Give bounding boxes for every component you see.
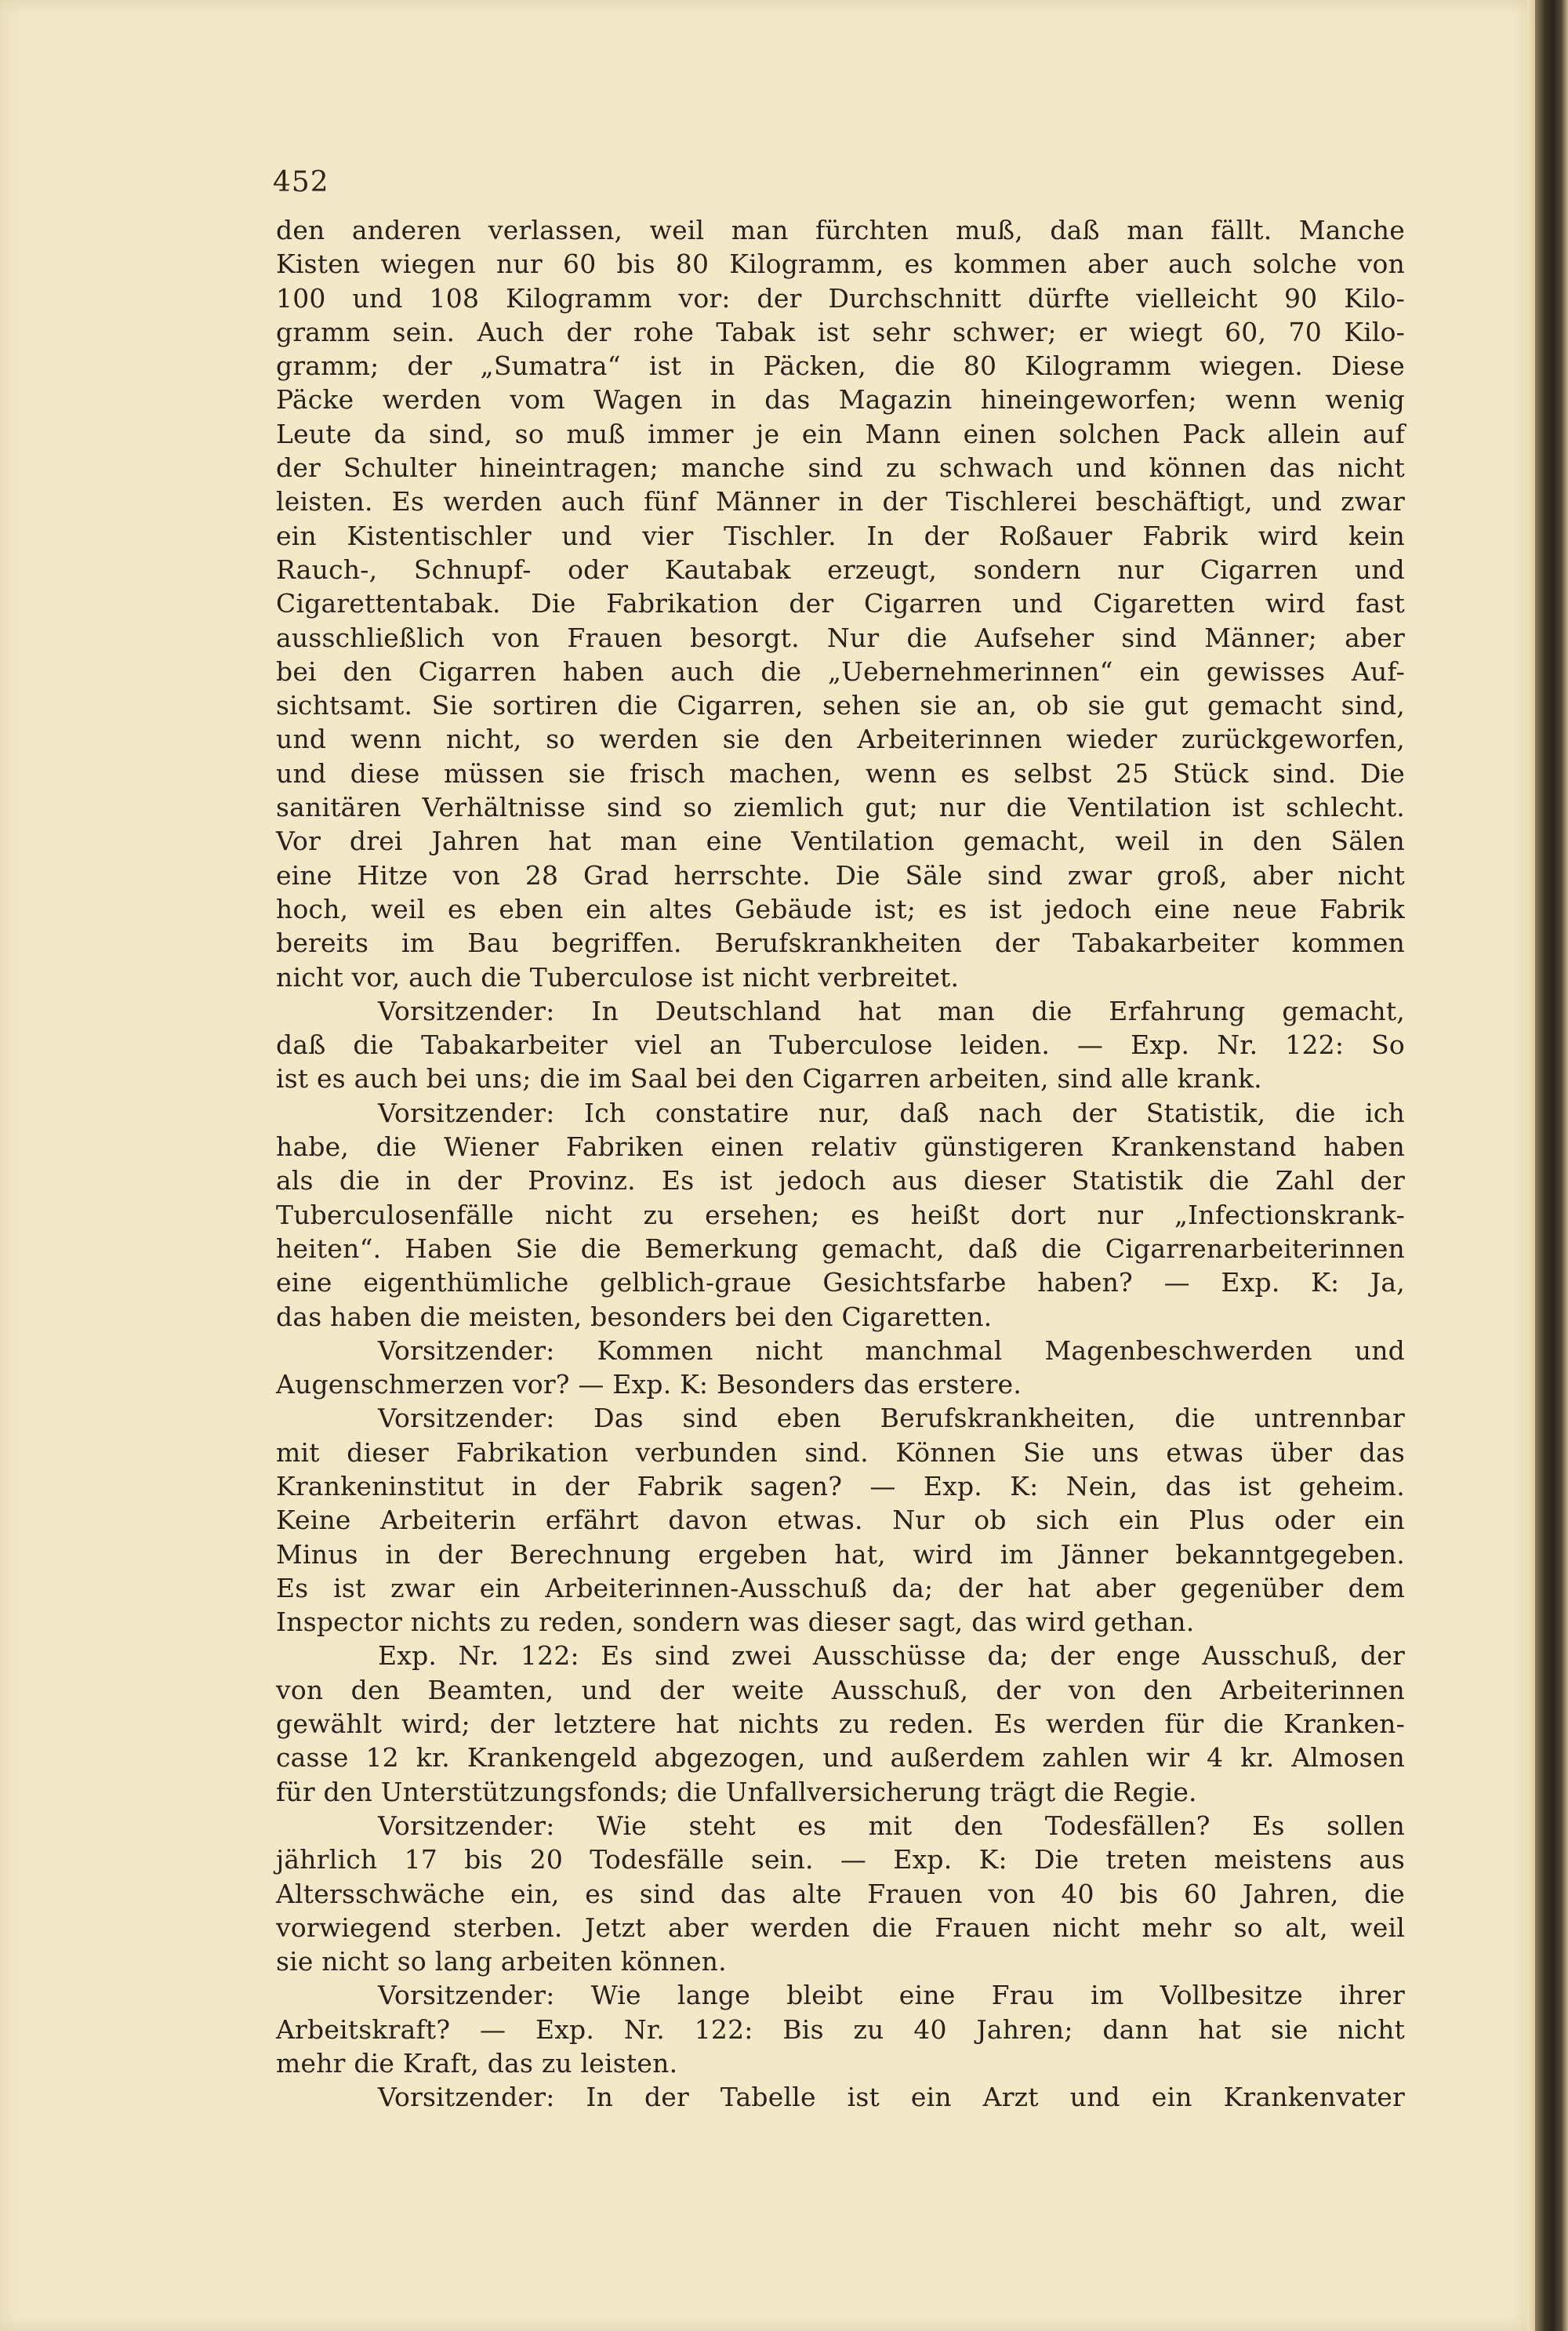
text-line: casse 12 kr. Krankengeld abgezogen, und außerdem zahlen wir 4 kr. Almosen <box>276 1742 1405 1774</box>
text-line: eine Hitze von 28 Grad herrschte. Die Säle sind zwar groß, aber nicht <box>276 859 1405 891</box>
text-line: bereits im Bau begriffen. Berufskrankheiten der Tabakarbeiter kommen <box>276 928 1405 959</box>
text-line: als die in der Provinz. Es ist jedoch aus dieser Statistik die Zahl der <box>276 1165 1405 1196</box>
text-line: Vorsitzender: Wie lange bleibt eine Frau im Vollbesitze ihrer <box>378 1980 1405 2011</box>
text-line: gramm sein. Auch der rohe Tabak ist sehr schwer; er wiegt 60, 70 Kilo- <box>276 316 1405 347</box>
text-line: Arbeitskraft? — Exp. Nr. 122: Bis zu 40 Jahren; dann hat sie nicht <box>276 2013 1405 2045</box>
text-line: Päcke werden vom Wagen in das Magazin hineingeworfen; wenn wenig <box>276 384 1405 416</box>
text-line: eine eigenthümliche gelblich-graue Gesichtsfarbe haben? — Exp. K: Ja, <box>276 1267 1405 1298</box>
page-number: 452 <box>273 166 329 198</box>
text-line: gewählt wird; der letztere hat nichts zu reden. Es werden für die Kranken- <box>276 1708 1405 1740</box>
text-line: ist es auch bei uns; die im Saal bei den Cigarren arbeiten, sind alle krank. <box>276 1063 1262 1095</box>
text-line: mehr die Kraft, das zu leisten. <box>276 2048 678 2079</box>
text-line: den anderen verlassen, weil man fürchten muß, daß man fällt. Manche <box>276 215 1405 245</box>
text-line: Vorsitzender: Ich constatire nur, daß nach der Statistik, die ich <box>378 1097 1405 1128</box>
text-line: gramm; der „Sumatra“ ist in Päcken, die 80 Kilogramm wiegen. Diese <box>276 350 1405 382</box>
text-line: leisten. Es werden auch fünf Männer in der Tischlerei beschäftigt, und zwar <box>276 486 1405 517</box>
text-line: Inspector nichts zu reden, sondern was dieser sagt, das wird gethan. <box>276 1607 1195 1638</box>
text-line: sichtsamt. Sie sortiren die Cigarren, sehen sie an, ob sie gut gemacht sind, <box>276 690 1405 721</box>
text-line: Cigarettentabak. Die Fabrikation der Cigarren und Cigaretten wird fast <box>276 588 1405 619</box>
text-line: Vorsitzender: In der Tabelle ist ein Arzt und ein Krankenvater <box>378 2082 1405 2113</box>
text-line: Augenschmerzen vor? — Exp. K: Besonders das erstere. <box>276 1369 1022 1400</box>
text-line: mit dieser Fabrikation verbunden sind. Können Sie uns etwas über das <box>276 1436 1405 1468</box>
text-line: vorwiegend sterben. Jetzt aber werden die Frauen nicht mehr so alt, weil <box>276 1912 1405 1943</box>
text-line: heiten“. Haben Sie die Bemerkung gemacht, daß die Cigarrenarbeiterinnen <box>276 1233 1405 1264</box>
text-line: der Schulter hineintragen; manche sind zu schwach und können das nicht <box>276 452 1405 484</box>
text-line: nicht vor, auch die Tuberculose ist nicht verbreitet. <box>276 961 960 993</box>
text-line: für den Unterstützungsfonds; die Unfallversicherung trägt die Regie. <box>276 1776 1197 1807</box>
text-line: und wenn nicht, so werden sie den Arbeiterinnen wieder zurückgeworfen, <box>276 724 1405 755</box>
text-line: Vorsitzender: Wie steht es mit den Todesfällen? Es sollen <box>378 1810 1405 1841</box>
text-line: daß die Tabakarbeiter viel an Tuberculose leiden. — Exp. Nr. 122: So <box>276 1029 1405 1061</box>
text-line: von den Beamten, und der weite Ausschuß, der von den Arbeiterinnen <box>276 1674 1405 1705</box>
text-line: Krankeninstitut in der Fabrik sagen? — Exp. K: Nein, das ist geheim. <box>276 1470 1405 1501</box>
text-line: Es ist zwar ein Arbeiterinnen-Ausschuß da; der hat aber gegenüber dem <box>276 1572 1405 1603</box>
text-line: Leute da sind, so muß immer je ein Mann einen solchen Pack allein auf <box>276 418 1405 449</box>
text-line: Altersschwäche ein, es sind das alte Frauen von 40 bis 60 Jahren, die <box>276 1878 1405 1909</box>
text-line: Exp. Nr. 122: Es sind zwei Ausschüsse da; der enge Ausschuß, der <box>378 1640 1405 1672</box>
text-line: Vorsitzender: In Deutschland hat man die Erfahrung gemacht, <box>378 995 1405 1026</box>
text-line: 100 und 108 Kilogramm vor: der Durchschnitt dürfte vielleicht 90 Kilo- <box>276 282 1405 314</box>
text-line: habe, die Wiener Fabriken einen relativ günstigeren Krankenstand haben <box>276 1131 1405 1163</box>
text-line: sanitären Verhältnisse sind so ziemlich gut; nur die Ventilation ist schlecht. <box>276 792 1405 823</box>
text-line: bei den Cigarren haben auch die „Uebernehmerinnen“ ein gewisses Auf- <box>276 655 1405 687</box>
book-edge <box>1535 0 1568 2331</box>
text-line: und diese müssen sie frisch machen, wenn es selbst 25 Stück sind. Die <box>276 757 1405 789</box>
text-line: Tuberculosenfälle nicht zu ersehen; es heißt dort nur „Infectionskrank- <box>276 1199 1405 1230</box>
text-line: ausschließlich von Frauen besorgt. Nur die Aufseher sind Männer; aber <box>276 622 1405 653</box>
text-line: Kisten wiegen nur 60 bis 80 Kilogramm, es kommen aber auch solche von <box>276 249 1405 280</box>
text-line: das haben die meisten, besonders bei den Cigaretten. <box>276 1301 993 1332</box>
text-line: Keine Arbeiterin erfährt davon etwas. Nur ob sich ein Plus oder ein <box>276 1505 1405 1536</box>
text-line: Vor drei Jahren hat man eine Ventilation gemacht, weil in den Sälen <box>276 826 1405 857</box>
page-edge-shadow <box>1527 0 1535 2331</box>
body-text <box>276 213 1405 2115</box>
text-line: Minus in der Berechnung ergeben hat, wird im Jänner bekanntgegeben. <box>276 1538 1405 1570</box>
text-line: sie nicht so lang arbeiten können. <box>276 1946 727 1977</box>
text-line: Vorsitzender: Das sind eben Berufskrankheiten, die untrennbar <box>378 1403 1405 1434</box>
text-line: jährlich 17 bis 20 Todesfälle sein. — Exp. K: Die treten meistens aus <box>276 1844 1405 1875</box>
text-line: Rauch-, Schnupf- oder Kautabak erzeugt, sondern nur Cigarren und <box>276 554 1405 585</box>
text-line: Vorsitzender: Kommen nicht manchmal Magenbeschwerden und <box>378 1334 1405 1366</box>
text-line: ein Kistentischler und vier Tischler. In der Roßauer Fabrik wird kein <box>276 520 1405 551</box>
text-line: hoch, weil es eben ein altes Gebäude ist; es ist jedoch eine neue Fabrik <box>276 893 1405 924</box>
